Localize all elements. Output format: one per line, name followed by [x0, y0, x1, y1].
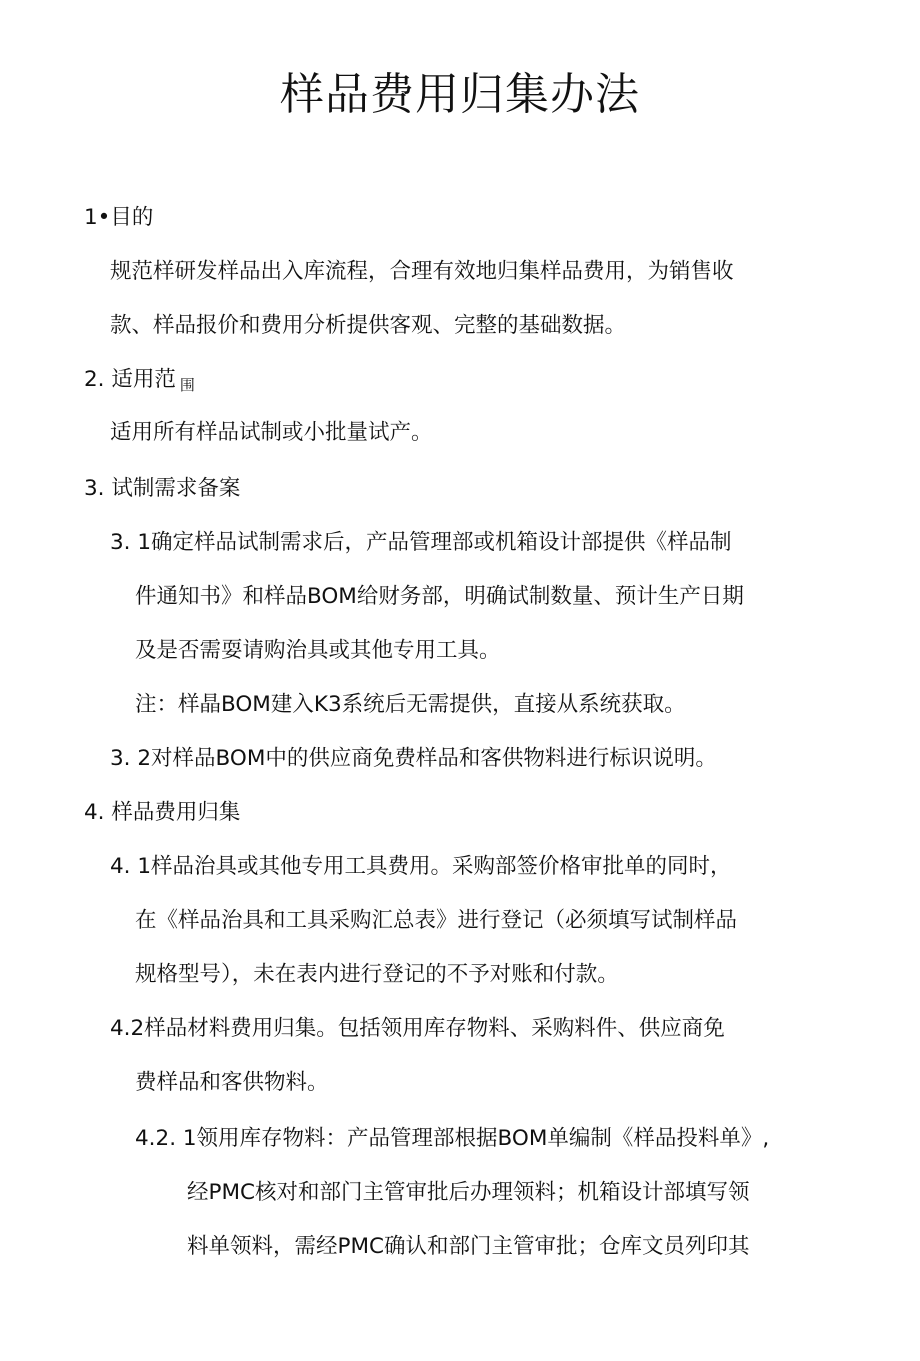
document-title: 样品费用归集办法 — [280, 69, 640, 120]
section-3-heading: 3. 试制需求备案 — [84, 476, 241, 501]
paragraph-line: 4.2. 1领用库存物料：产品管理部根据BOM单编制《样品投料单》, — [135, 1126, 770, 1151]
section-2-heading — [84, 365, 195, 396]
section-1-heading: 1•目的 — [84, 205, 154, 230]
paragraph-line: 及是否需耍请购治具或其他专用工具。 — [135, 638, 501, 663]
paragraph-line: 4.2样品材料费用归集。包括领用库存物料、采购料件、供应商免 — [110, 1016, 725, 1041]
paragraph-line: 费样品和客供物料。 — [135, 1070, 329, 1095]
note-line: 注：样晶BOM建入K3系统后无需提供，直接从系统获取。 — [135, 692, 686, 717]
paragraph-line: 规范样研发样品出入库流程，合理有效地归集样品费用，为销售收 — [110, 259, 734, 284]
paragraph-line: 3. 2对样品BOM中的供应商免费样品和客供物料进行标识说明。 — [110, 746, 717, 771]
paragraph-line: 4. 1样品治具或其他专用工具费用。采购部签价格审批单的同时， — [110, 854, 732, 879]
paragraph-line: 经PMC核对和部门主管审批后办理领料；机箱设计部填写领 — [187, 1180, 750, 1205]
paragraph-line: 料单领料，需经PMC确认和部门主管审批；仓库文员列印其 — [187, 1234, 750, 1259]
paragraph-line: 适用所有样品试制或小批量试产。 — [110, 420, 433, 445]
paragraph-line: 件通知书》和样品BOM给财务部，明确试制数量、预计生产日期 — [135, 584, 744, 609]
section-2-heading-text: 2. 适用范 — [84, 367, 176, 392]
paragraph-line: 在《样品治具和工具采购汇总表》进行登记（必须填写试制样品 — [135, 908, 738, 933]
paragraph-line: 规格型号），未在表内进行登记的不予对账和付款。 — [135, 962, 619, 987]
paragraph-line: 3. 1确定样品试制需求后，产品管理部或机箱设计部提供《样品制 — [110, 530, 732, 555]
paragraph-line: 款、样品报价和费用分析提供客观、完整的基础数据。 — [110, 313, 627, 338]
section-2-heading-suffix: 围 — [179, 376, 195, 394]
section-4-heading: 4. 样品费用归集 — [84, 800, 241, 825]
